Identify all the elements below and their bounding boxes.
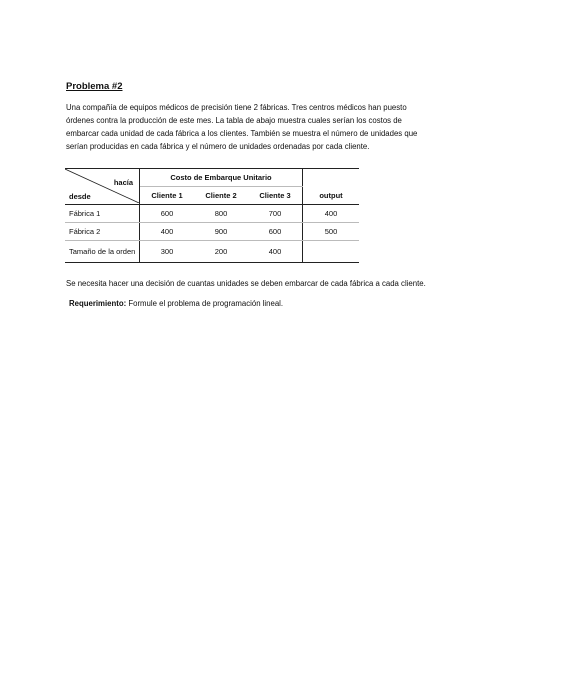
cost-cell: 800 [194, 205, 248, 223]
row-label: Fábrica 1 [65, 205, 140, 223]
cost-cell: 600 [140, 205, 195, 223]
problem-title: Problema #2 [66, 81, 123, 92]
output-cell: 500 [303, 223, 360, 241]
table-row [65, 223, 359, 241]
requirement-statement [69, 299, 283, 308]
cost-cell: 600 [248, 223, 303, 241]
output-cell: 400 [303, 205, 360, 223]
table-row [65, 205, 359, 223]
description-line: embarcar cada unidad de cada fábrica a los clientes. También se muestra el número de unidades que [66, 129, 418, 138]
description-line: serían producidas en cada fábrica y el número de unidades ordenadas por cada cliente. [66, 142, 370, 151]
output-header-spacer [303, 169, 360, 187]
corner-label-to: hacía [113, 178, 133, 187]
description-line: Una compañía de equipos médicos de precisión tiene 2 fábricas. Tres centros médicos han puesto [66, 103, 407, 112]
group-header: Costo de Embarque Unitario [140, 169, 303, 187]
cost-cell: 400 [140, 223, 195, 241]
requirement-label: Requerimiento: [69, 299, 127, 308]
column-header-cliente-1: Cliente 1 [140, 187, 195, 205]
cost-cell: 400 [248, 241, 303, 263]
row-label: Tamaño de la orden [65, 241, 140, 263]
column-header-cliente-2: Cliente 2 [194, 187, 248, 205]
cost-cell: 700 [248, 205, 303, 223]
cost-cell: 900 [194, 223, 248, 241]
decision-statement: Se necesita hacer una decisión de cuantas unidades se deben embarcar de cada fábrica a cada cliente. [66, 279, 426, 288]
table-row [65, 241, 359, 263]
shipping-cost-table [65, 168, 359, 263]
problem-description [66, 101, 506, 153]
table-header-row [65, 169, 359, 187]
column-header-cliente-3: Cliente 3 [248, 187, 303, 205]
row-label: Fábrica 2 [65, 223, 140, 241]
cost-cell: 300 [140, 241, 195, 263]
output-cell [303, 241, 360, 263]
cost-cell: 200 [194, 241, 248, 263]
requirement-text: Formule el problema de programación lineal. [126, 299, 284, 308]
corner-header-cell [65, 169, 140, 205]
corner-label-from: desde [69, 192, 91, 201]
description-line: órdenes contra la producción de este mes. La tabla de abajo muestra cuales serían los costos de [66, 116, 402, 125]
column-header-output: output [303, 187, 360, 205]
